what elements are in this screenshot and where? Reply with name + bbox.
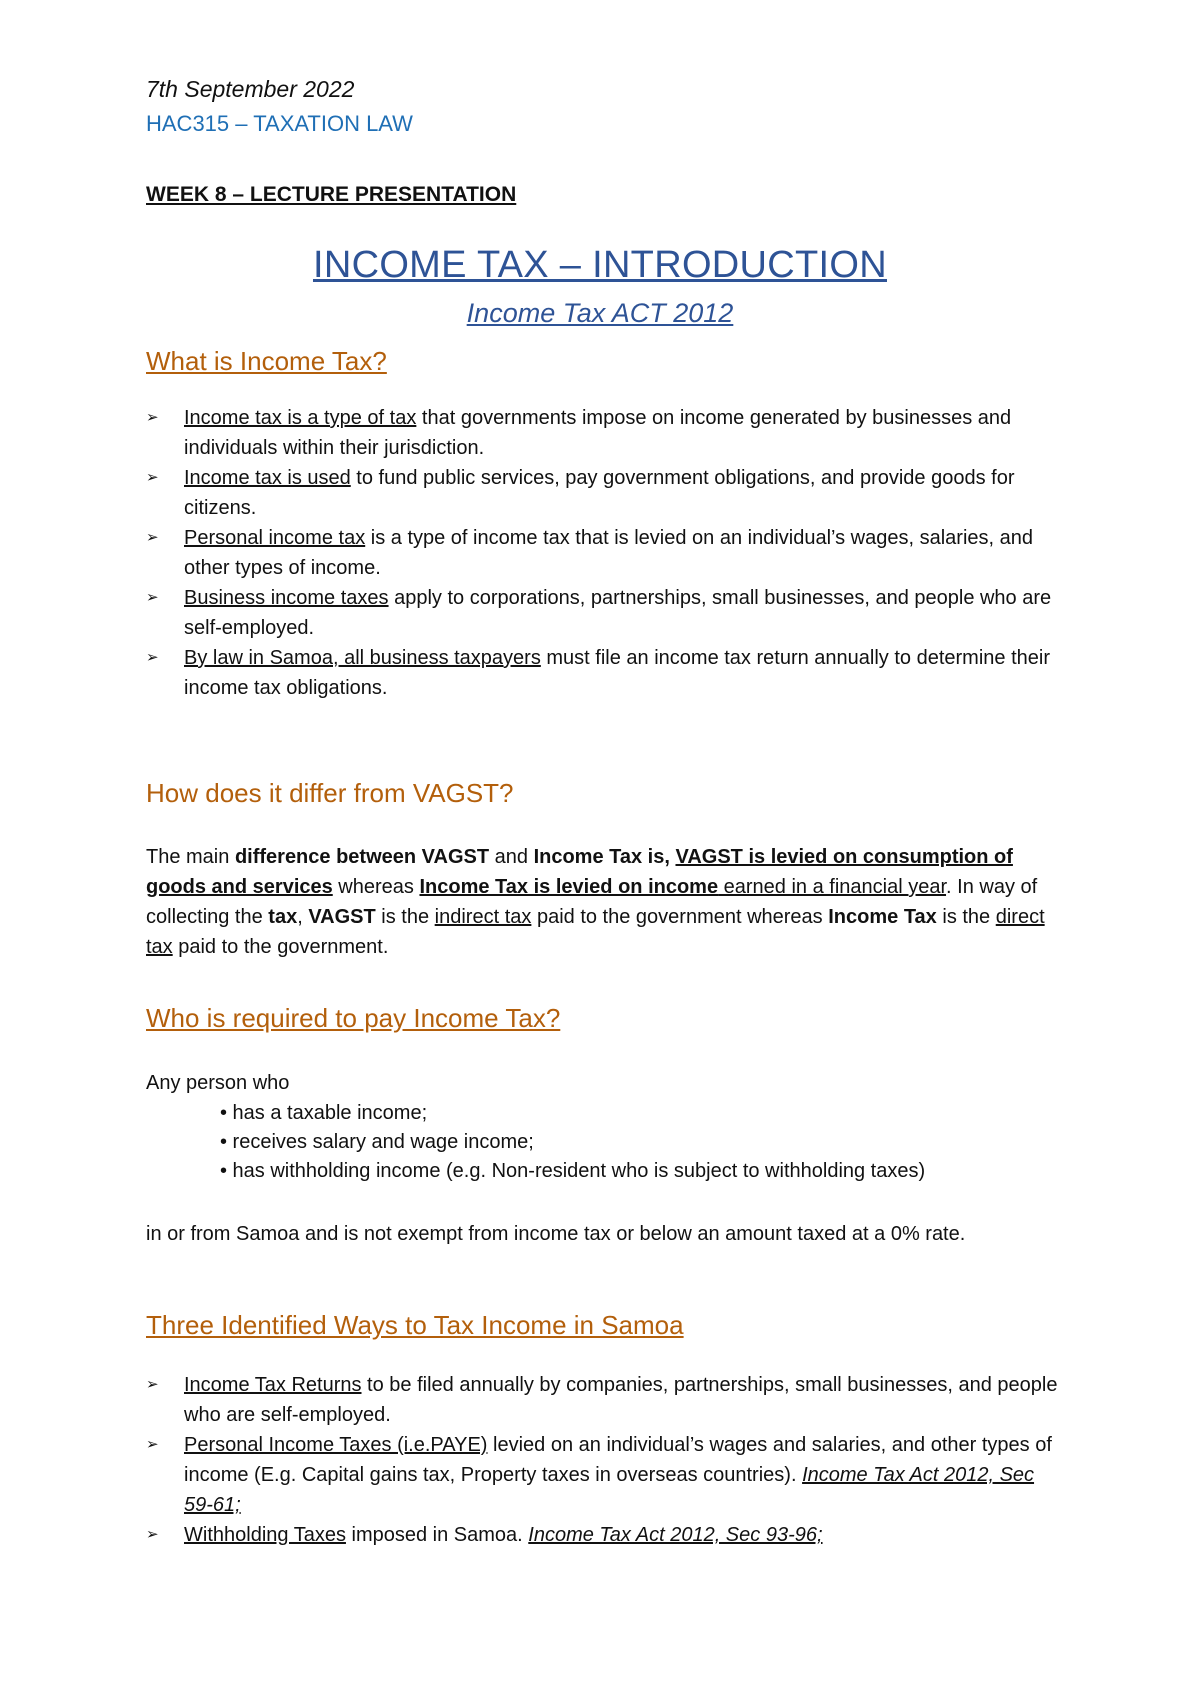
vagst-difference-paragraph: [146, 842, 1066, 962]
text-run: Income Tax is levied on income: [419, 876, 719, 898]
bullet-text: must file an income tax return annually to determine their income tax obligations.: [184, 647, 1050, 699]
text-run: . In way of collecting the: [146, 876, 1038, 928]
section-heading-what-is-income-tax: What is Income Tax?: [146, 346, 387, 376]
text-run: and: [489, 846, 534, 868]
text-run: whereas: [332, 876, 420, 898]
list-item: [146, 523, 1066, 583]
list-item: • receives salary and wage income;: [220, 1131, 534, 1153]
list-item: [146, 643, 1066, 703]
list-item: [146, 1520, 1066, 1550]
bullet-key-phrase: Income tax is used: [184, 467, 351, 489]
text-run: is the: [375, 906, 435, 928]
list-item: [146, 1370, 1066, 1430]
arrowhead-bullet-icon: ➢: [146, 1526, 159, 1543]
act-reference: Income Tax Act 2012, Sec 93-96;: [528, 1524, 823, 1546]
text-run: earned in a financial year: [718, 876, 947, 898]
text-run: ,: [297, 906, 309, 928]
list-item: [146, 1430, 1066, 1520]
arrowhead-bullet-icon: ➢: [146, 469, 159, 486]
section-heading-who-pays: Who is required to pay Income Tax?: [146, 1003, 561, 1033]
arrowhead-bullet-icon: ➢: [146, 1376, 159, 1393]
three-ways-list: [146, 1370, 1066, 1550]
text-run: difference between VAGST: [234, 846, 490, 868]
bullet-text: apply to corporations, partnerships, small businesses, and people who are self-employed.: [184, 587, 1052, 639]
bullet-text: is a type of income tax that is levied on an individual’s wages, salaries, and other types of income.: [184, 527, 1033, 579]
text-run: VAGST: [308, 906, 376, 928]
text-run: Income Tax is,: [533, 846, 670, 868]
who-pays-outro: in or from Samoa and is not exempt from income tax or below an amount taxed at a 0% rate.: [146, 1223, 966, 1245]
bullet-text: to fund public services, pay government obligations, and provide goods for citizens.: [184, 467, 1015, 519]
list-item: [146, 583, 1066, 643]
bullet-text: to be filed annually by companies, partnerships, small businesses, and people who are self-employed.: [184, 1374, 1058, 1426]
act-reference: Income Tax Act 2012, Sec 59-61;: [184, 1464, 1035, 1516]
text-run: direct tax: [146, 906, 1045, 958]
arrowhead-bullet-icon: ➢: [146, 589, 159, 606]
what-is-income-tax-list: [146, 403, 1066, 703]
text-run: Income Tax: [828, 906, 937, 928]
bullet-key-phrase: Withholding Taxes: [184, 1524, 346, 1546]
bullet-text: levied on an individual’s wages and salaries, and other types of income (E.g. Capital gains tax, Property taxes in overseas countries).: [184, 1434, 1052, 1486]
text-run: indirect tax: [434, 906, 532, 928]
list-item: • has withholding income (e.g. Non-resident who is subject to withholding taxes): [220, 1160, 926, 1182]
page-subtitle: Income Tax ACT 2012: [466, 298, 734, 328]
bullet-text: that governments impose on income generated by businesses and individuals within their jurisdiction.: [184, 407, 1012, 459]
arrowhead-bullet-icon: ➢: [146, 409, 159, 426]
document-date: 7th September 2022: [146, 76, 355, 102]
list-item: [146, 463, 1066, 523]
who-pays-intro: Any person who: [146, 1072, 290, 1094]
bullet-key-phrase: Income Tax Returns: [184, 1374, 362, 1396]
list-item: [146, 403, 1066, 463]
section-heading-vagst-difference: How does it differ from VAGST?: [146, 778, 514, 808]
arrowhead-bullet-icon: ➢: [146, 1436, 159, 1453]
bullet-key-phrase: Business income taxes: [184, 587, 389, 609]
course-code: HAC315 – TAXATION LAW: [146, 111, 413, 136]
bullet-key-phrase: Personal Income Taxes (i.e.PAYE): [184, 1434, 488, 1456]
text-run: tax: [268, 906, 298, 928]
arrowhead-bullet-icon: ➢: [146, 529, 159, 546]
section-heading-three-ways: Three Identified Ways to Tax Income in Samoa: [146, 1310, 684, 1340]
who-pays-list: [220, 1099, 925, 1186]
text-run: VAGST is levied on consumption of goods and services: [146, 846, 1013, 898]
text-run: is the: [936, 906, 996, 928]
bullet-key-phrase: Personal income tax: [184, 527, 366, 549]
text-run: paid to the government whereas: [531, 906, 829, 928]
list-item: • has a taxable income;: [220, 1102, 428, 1124]
page-title: INCOME TAX – INTRODUCTION: [312, 244, 887, 286]
text-run: The main: [146, 846, 235, 868]
text-run: paid to the government.: [172, 936, 389, 958]
bullet-key-phrase: Income tax is a type of tax: [184, 407, 417, 429]
bullet-text: imposed in Samoa.: [345, 1524, 529, 1546]
bullet-key-phrase: By law in Samoa, all business taxpayers: [184, 647, 541, 669]
arrowhead-bullet-icon: ➢: [146, 649, 159, 666]
week-label: WEEK 8 – LECTURE PRESENTATION: [146, 183, 517, 206]
